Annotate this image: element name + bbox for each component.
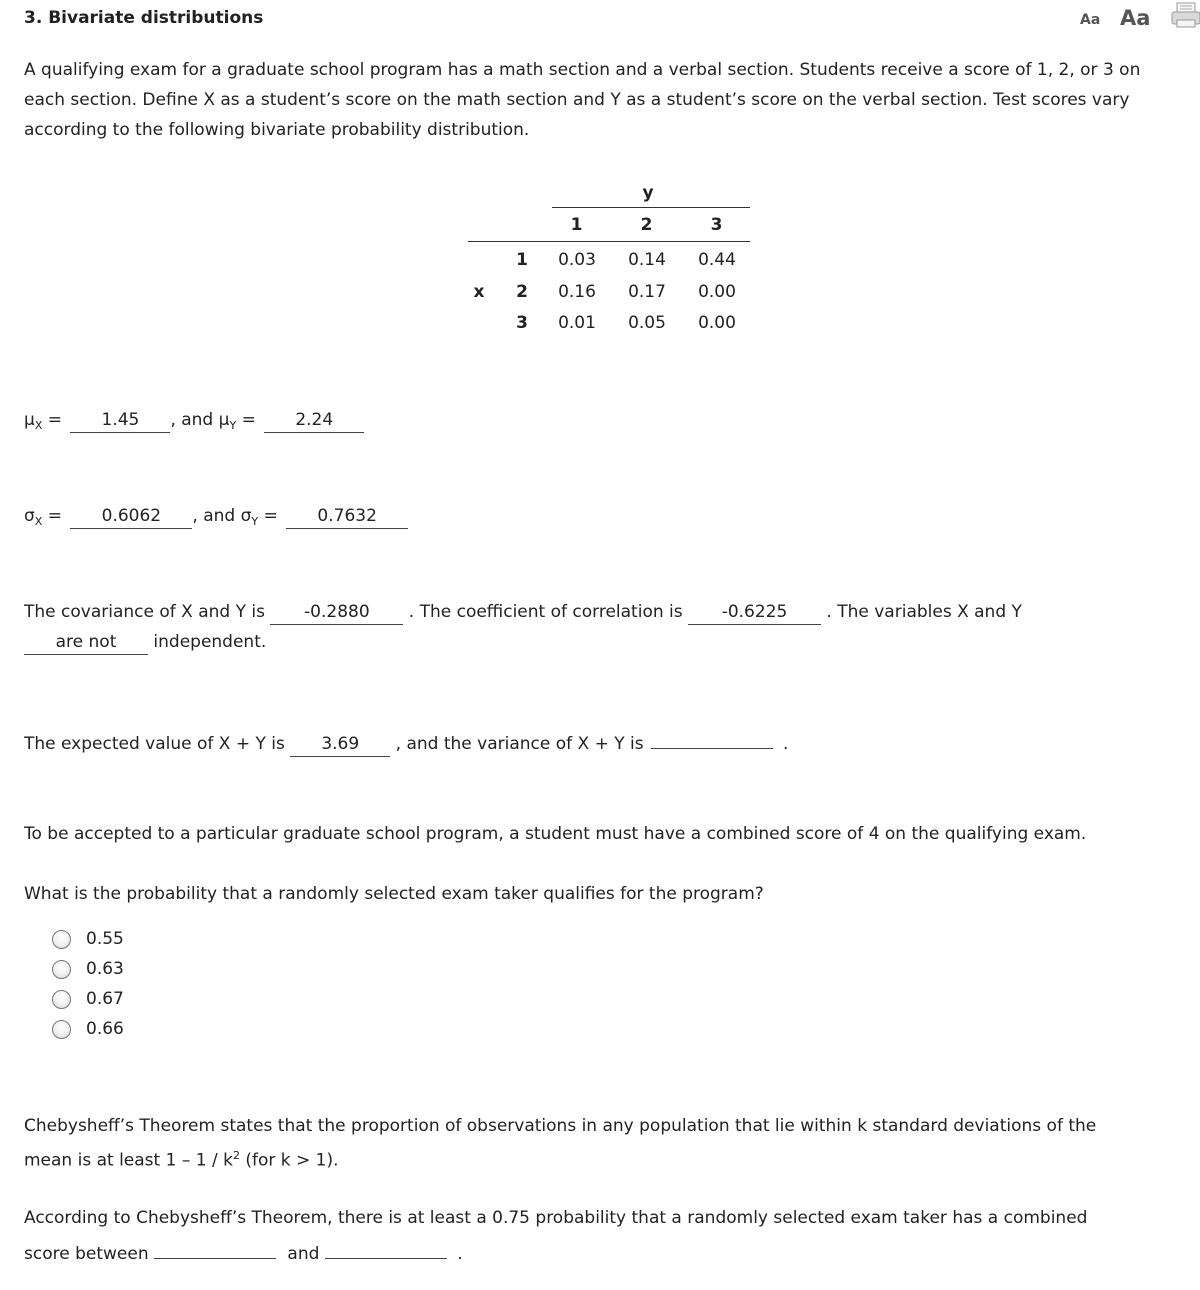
sigma-symbol: σ — [240, 506, 252, 526]
option-2[interactable] — [52, 955, 124, 983]
and-text: , and — [192, 506, 241, 526]
expected-value-answer[interactable]: 3.69 — [290, 731, 390, 757]
table-cell: 0.05 — [628, 313, 666, 333]
option-1[interactable] — [52, 925, 124, 953]
row-header: 3 — [516, 313, 528, 333]
independence-line — [24, 627, 266, 657]
period-text: . — [457, 1244, 463, 1264]
mu-symbol: μ — [24, 410, 35, 430]
row-variable-label: x — [473, 282, 485, 302]
option-label: 0.55 — [86, 929, 124, 949]
radio-button[interactable] — [52, 990, 71, 1009]
sigma-symbol: σ — [24, 506, 35, 526]
equals-sign: = — [42, 506, 62, 526]
option-label: 0.67 — [86, 989, 124, 1009]
col-variable-label: y — [642, 183, 654, 203]
and-text: , and — [170, 410, 219, 430]
radio-button[interactable] — [52, 960, 71, 979]
sd-line — [24, 501, 408, 533]
subscript-x: X — [34, 419, 43, 432]
option-label: 0.66 — [86, 1019, 124, 1039]
period-text: . — [783, 734, 789, 754]
lower-bound-input[interactable] — [154, 1233, 276, 1259]
covariance-text: The covariance of X and Y is — [24, 602, 271, 622]
sigma-x-answer[interactable]: 0.6062 — [70, 503, 192, 529]
means-line — [24, 405, 364, 437]
score-between-text: score between — [24, 1244, 154, 1264]
radio-button[interactable] — [52, 1020, 71, 1039]
table-cell: 0.00 — [698, 282, 736, 302]
row-header: 2 — [516, 282, 528, 302]
mu-y-answer[interactable]: 2.24 — [264, 407, 364, 433]
text-size-small-button[interactable]: Aa — [1080, 12, 1101, 28]
row-header: 1 — [516, 250, 528, 270]
table-cell: 0.16 — [558, 282, 596, 302]
option-4[interactable] — [52, 1015, 124, 1043]
qualify-question: What is the probability that a randomly selected exam taker qualifies for the program? — [24, 884, 764, 904]
table-cell: 0.00 — [698, 313, 736, 333]
independent-text: independent. — [153, 632, 267, 652]
option-label: 0.63 — [86, 959, 124, 979]
sigma-y-answer[interactable]: 0.7632 — [286, 503, 408, 529]
chebysheff-condition: (for k > 1). — [239, 1150, 339, 1171]
header-rule-bottom — [468, 241, 750, 242]
variance-text: , and the variance of X + Y is — [395, 734, 650, 754]
expected-value-line — [24, 723, 788, 759]
correlation-text: . The coefficient of correlation is — [408, 602, 689, 622]
covariance-line — [24, 597, 1022, 627]
option-3[interactable] — [52, 985, 124, 1013]
col-header: 3 — [710, 215, 723, 235]
probability-table — [468, 178, 750, 338]
mu-x-answer[interactable]: 1.45 — [70, 407, 170, 433]
print-icon[interactable] — [1171, 2, 1200, 28]
subscript-x: X — [34, 515, 43, 528]
radio-button[interactable] — [52, 930, 71, 949]
chebysheff-statement-line1: Chebysheff’s Theorem states that the proportion of observations in any population that lie within k standard deviations of the — [24, 1116, 1097, 1136]
table-cell: 0.01 — [558, 313, 596, 333]
table-cell: 0.03 — [558, 250, 596, 270]
col-header: 2 — [640, 215, 653, 235]
expected-text: The expected value of X + Y is — [24, 734, 291, 754]
subscript-y: Y — [229, 419, 237, 432]
and-text: and — [287, 1244, 320, 1264]
equals-sign: = — [236, 410, 256, 430]
table-cell: 0.44 — [698, 250, 736, 270]
exponent: 2 — [232, 1149, 240, 1162]
qualify-statement: To be accepted to a particular graduate school program, a student must have a combined score of 4 on the qualifying exam. — [24, 824, 1087, 844]
chebysheff-question-line1: According to Chebysheff’s Theorem, there is at least a 0.75 probability that a randomly selected exam taker has a combined — [24, 1208, 1088, 1228]
chebysheff-question-line2 — [24, 1233, 463, 1269]
subscript-y: Y — [251, 515, 259, 528]
table-cell: 0.17 — [628, 282, 666, 302]
col-header: 1 — [570, 215, 583, 235]
covariance-answer[interactable]: -0.2880 — [270, 599, 403, 625]
section-title: 3. Bivariate distributions — [24, 8, 264, 28]
table-cell: 0.14 — [628, 250, 666, 270]
header-rule-top — [552, 207, 750, 208]
equals-sign: = — [258, 506, 278, 526]
variables-text: . The variables X and Y — [826, 602, 1022, 622]
independence-dropdown[interactable]: are not — [24, 629, 148, 655]
chebysheff-statement-line2 — [24, 1141, 339, 1176]
upper-bound-input[interactable] — [325, 1233, 447, 1259]
text-size-large-button[interactable]: Aa — [1120, 6, 1151, 30]
mu-symbol: μ — [218, 410, 230, 430]
correlation-answer[interactable]: -0.6225 — [688, 599, 821, 625]
chebysheff-formula: mean is at least 1 – 1 / k — [24, 1150, 233, 1171]
variance-input[interactable] — [651, 723, 773, 749]
intro-paragraph: A qualifying exam for a graduate school program has a math section and a verbal section. Students receive a score of 1, 2, or 3 on each section. Define X as a student’s score on the math section and Y as a student’s score on the verbal section. Test scores vary according to the following bivariate probability distribution. — [24, 60, 1141, 140]
equals-sign: = — [42, 410, 63, 430]
